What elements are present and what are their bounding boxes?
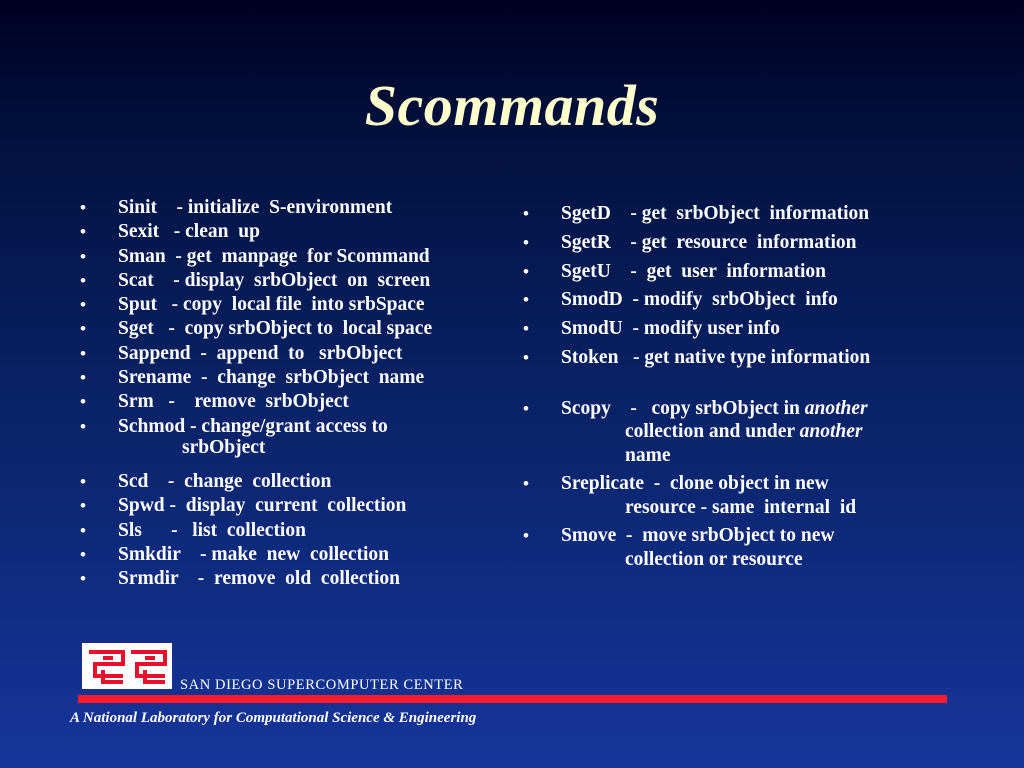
command-text: Sinit - initialize S-environment bbox=[118, 197, 393, 218]
command-text: SgetU - get user information bbox=[561, 260, 827, 282]
footer-tagline: A National Laboratory for Computational Science & Engineering bbox=[70, 710, 477, 726]
command-text: Stoken - get native type information bbox=[561, 346, 871, 368]
bullet-icon: • bbox=[80, 392, 86, 412]
bullet-icon: • bbox=[80, 295, 86, 315]
list-item bbox=[80, 293, 520, 317]
command-text-continued: name bbox=[625, 444, 671, 466]
bullet-icon: • bbox=[80, 270, 86, 290]
bullet-icon: • bbox=[80, 471, 86, 491]
bullet-icon: • bbox=[80, 496, 86, 516]
command-text-continued: srbObject bbox=[182, 436, 266, 458]
list-item bbox=[80, 366, 520, 390]
list-item bbox=[523, 397, 963, 468]
command-text: SmodU - modify user info bbox=[561, 318, 781, 340]
list-item bbox=[523, 524, 963, 571]
list-item bbox=[80, 415, 520, 456]
bullet-icon: • bbox=[80, 343, 86, 363]
command-text: Sexit - clean up bbox=[118, 221, 260, 243]
bullet-icon: • bbox=[523, 398, 529, 418]
bullet-icon: • bbox=[523, 319, 529, 339]
list-item bbox=[80, 342, 520, 366]
command-text: SgetR - get resource information bbox=[561, 231, 857, 253]
bullet-icon: • bbox=[80, 520, 86, 540]
command-text: Smkdir - make new collection bbox=[118, 543, 390, 565]
command-text: Scat - display srbObject on screen bbox=[118, 269, 431, 291]
command-text: Sman - get manpage for Scommand bbox=[118, 245, 430, 267]
emphasis-text: another bbox=[804, 397, 868, 419]
bullet-icon: • bbox=[523, 474, 529, 494]
command-text: Smove - move srbObject to new bbox=[561, 525, 835, 547]
list-item bbox=[523, 258, 963, 287]
list-item bbox=[80, 220, 520, 244]
list-item bbox=[80, 519, 520, 543]
bullet-icon: • bbox=[523, 290, 529, 310]
command-text: Srename - change srbObject name bbox=[118, 367, 425, 389]
command-text: Schmod - change/grant access to bbox=[118, 415, 388, 437]
list-item bbox=[523, 344, 963, 373]
list-item bbox=[523, 200, 963, 229]
left-command-list bbox=[80, 196, 520, 591]
list-item bbox=[523, 315, 963, 344]
bullet-icon: • bbox=[80, 198, 86, 217]
bullet-icon: • bbox=[80, 246, 86, 266]
bullet-icon: • bbox=[80, 569, 86, 589]
list-item bbox=[80, 196, 520, 220]
bullet-icon: • bbox=[523, 232, 529, 252]
bullet-icon: • bbox=[80, 368, 86, 388]
command-text: Sls - list collection bbox=[118, 519, 306, 541]
right-command-list bbox=[523, 200, 963, 576]
list-item bbox=[523, 472, 963, 519]
organization-name: SAN DIEGO SUPERCOMPUTER CENTER bbox=[180, 677, 464, 693]
list-item bbox=[523, 286, 963, 315]
command-text-continued bbox=[561, 420, 963, 444]
list-item bbox=[80, 543, 520, 567]
command-text: Srmdir - remove old collection bbox=[118, 568, 400, 590]
list-item bbox=[80, 245, 520, 269]
emphasis-text: another bbox=[799, 421, 863, 443]
command-text: SmodD - modify srbObject info bbox=[561, 289, 838, 311]
command-text: Spwd - display current collection bbox=[118, 495, 407, 517]
sdsc-logo-icon bbox=[82, 643, 172, 689]
list-item bbox=[80, 390, 520, 414]
bullet-icon: • bbox=[80, 319, 86, 339]
list-item bbox=[80, 470, 520, 494]
continued-text: collection and under bbox=[625, 421, 800, 443]
command-text: Sreplicate - clone object in new bbox=[561, 473, 829, 495]
command-text: SgetD - get srbObject information bbox=[561, 203, 870, 224]
list-item bbox=[523, 229, 963, 258]
bullet-icon: • bbox=[80, 416, 86, 436]
list-item bbox=[80, 269, 520, 293]
command-text: Sput - copy local file into srbSpace bbox=[118, 294, 425, 316]
command-text-continued: collection or resource bbox=[625, 548, 803, 570]
bullet-icon: • bbox=[80, 222, 86, 242]
list-item bbox=[80, 567, 520, 591]
list-item bbox=[80, 494, 520, 518]
footer-divider bbox=[78, 695, 947, 703]
command-text: Scd - change collection bbox=[118, 470, 332, 492]
bullet-icon: • bbox=[523, 261, 529, 281]
bullet-icon: • bbox=[523, 347, 529, 367]
slide-title: Scommands bbox=[364, 73, 660, 138]
command-text: Sget - copy srbObject to local space bbox=[118, 318, 433, 340]
command-text: Sappend - append to srbObject bbox=[118, 342, 403, 364]
list-item bbox=[80, 317, 520, 341]
bullet-icon: • bbox=[523, 526, 529, 546]
bullet-icon: • bbox=[80, 544, 86, 564]
command-text: Srm - remove srbObject bbox=[118, 391, 349, 413]
bullet-icon: • bbox=[523, 204, 529, 223]
command-text: Scopy - copy srbObject in bbox=[561, 397, 805, 419]
command-text-continued: resource - same internal id bbox=[625, 496, 857, 518]
